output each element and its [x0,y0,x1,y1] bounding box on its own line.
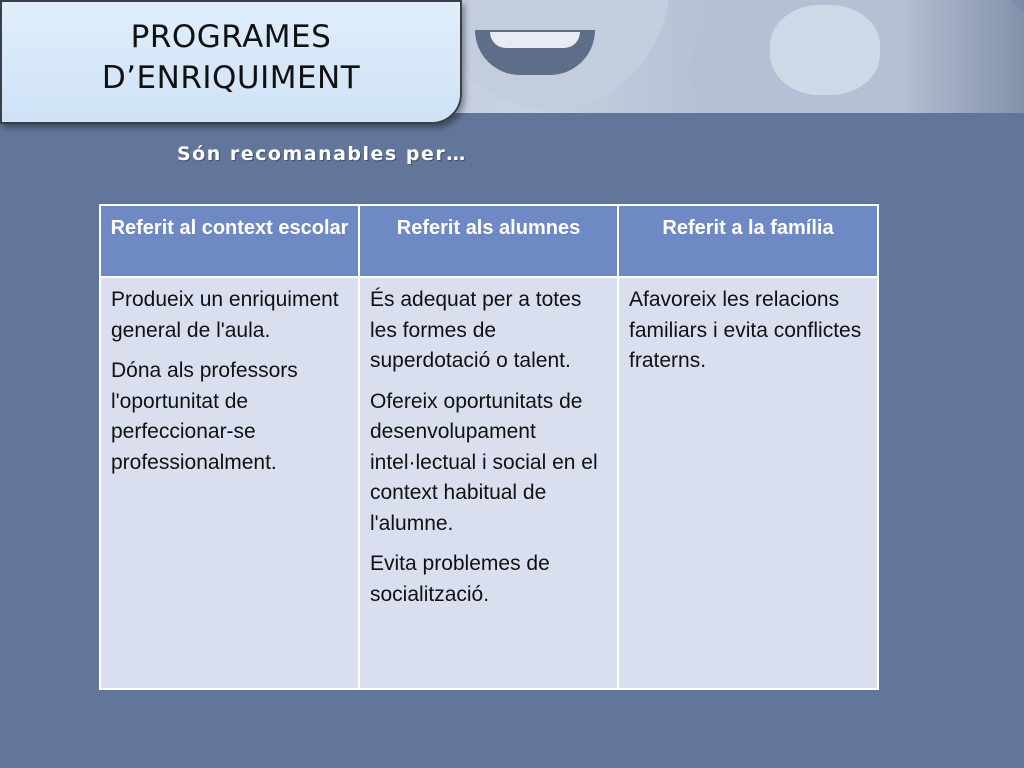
recommendations-table [99,204,879,690]
header-familia: Referit a la família [618,205,878,277]
table-row [100,277,878,689]
title-line-1: PROGRAMES [130,19,332,55]
title-box [0,0,462,124]
cell-familia [618,277,878,689]
title-line-2: D’ENRIQUIMENT [101,60,361,96]
table-header-row [100,205,878,277]
cell-context-escolar [100,277,359,689]
teeth-shape [490,32,580,48]
hand-shape [770,5,880,95]
header-context-escolar: Referit al context escolar [100,205,359,277]
cell-alumnes [359,277,618,689]
cell-paragraph: Evita problemes de socialització. [370,552,550,606]
photo-shade [900,0,1024,113]
header-alumnes: Referit als alumnes [359,205,618,277]
cell-paragraph: Afavoreix les relacions familiars i evita conflictes fraterns. [629,288,862,372]
cell-paragraph: És adequat per a totes les formes de superdotació o talent. [370,288,582,372]
cell-paragraph: Dóna als professors l'oportunitat de perfeccionar-se professionalment. [111,359,298,474]
subtitle: Són recomanables per… [177,143,467,165]
cell-paragraph: Ofereix oportunitats de desenvolupament intel·lectual i social en el context habitual de l'alumne. [370,389,598,535]
cell-paragraph: Produeix un enriquiment general de l'aula. [111,288,339,342]
